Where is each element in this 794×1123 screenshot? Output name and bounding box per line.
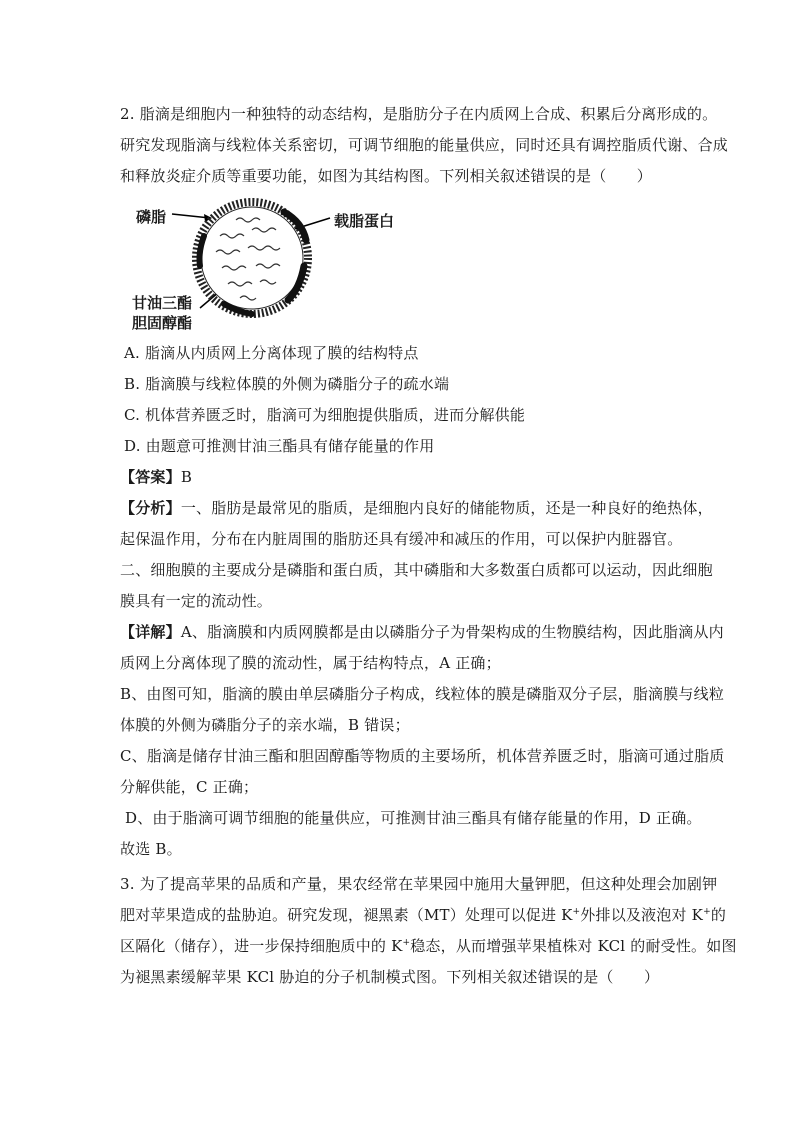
q3-line-2-c: 的	[710, 906, 727, 924]
q3-line-2-a: 肥对苹果造成的盐胁迫。研究发现，褪黑素（MT）处理可以促进 K	[120, 906, 573, 924]
q3-line-3-b: 稳态，从而增强苹果植株对 KCl 的耐受性。如图	[410, 937, 737, 955]
q2-stem-line-2: 研究发现脂滴与线粒体关系密切，可调节细胞的能量供应，同时还具有调控脂质代谢、合成	[120, 136, 729, 154]
k-plus-sup-2: +	[703, 907, 711, 917]
q2-analysis-line-3: 二、细胞膜的主要成分是磷脂和蛋白质，其中磷脂和大多数蛋白质都可以运动，因此细胞	[120, 561, 713, 579]
q2-detail-line-6: 分解供能，C 正确；	[120, 778, 259, 796]
q3-line-4: 为褪黑素缓解苹果 KCl 胁迫的分子机制模式图。下列相关叙述错误的是（ ）	[120, 968, 660, 986]
q2-option-c: C. 机体营养匮乏时，脂滴可为细胞提供脂质，进而分解供能	[124, 406, 526, 424]
q3-line-3	[120, 936, 737, 956]
q2-option-d: D. 由题意可推测甘油三酯具有储存能量的作用	[124, 437, 435, 455]
q2-stem-line-3: 和释放炎症介质等重要功能，如图为其结构图。下列相关叙述错误的是（ ）	[120, 167, 653, 185]
q2-detail-line-8: 故选 B。	[120, 840, 182, 858]
q3-line-1: 3. 为了提高苹果的品质和产量，果农经常在苹果园中施用大量钾肥，但这种处理会加剧钾	[120, 875, 718, 893]
q3-line-3-a: 区隔化（储存），进一步保持细胞质中的 K	[120, 937, 403, 955]
q2-answer	[120, 467, 192, 487]
q2-detail-line-4: 体膜的外侧为磷脂分子的亲水端，B 错误；	[120, 716, 410, 734]
q2-option-a: A. 脂滴从内质网上分离体现了膜的结构特点	[124, 344, 419, 362]
detail-text-1: A、脂滴膜和内质网膜都是由以磷脂分子为骨架构成的生物膜结构，因此脂滴从内	[180, 623, 724, 641]
q2-detail-line-2: 质网上分离体现了膜的流动性，属于结构特点，A 正确；	[120, 654, 501, 672]
q3-line-2	[120, 905, 726, 925]
answer-value: B	[180, 468, 193, 486]
q2-analysis-line-2: 起保温作用，分布在内脏周围的脂肪还具有缓冲和减压的作用，可以保护内脏器官。	[120, 530, 683, 548]
label-triglyceride: 甘油三酯	[132, 294, 193, 312]
q2-detail-line-1	[120, 622, 724, 642]
droplet-core	[201, 207, 303, 309]
analysis-tag: 【分析】	[120, 499, 181, 517]
answer-tag: 【答案】	[120, 468, 181, 486]
k-plus-sup-1: +	[572, 907, 581, 917]
q2-detail-line-5: C、脂滴是储存甘油三酯和胆固醇酯等物质的主要场所，机体营养匮乏时，脂滴可通过脂质	[120, 747, 725, 765]
lipid-droplet-diagram	[132, 196, 412, 332]
detail-tag: 【详解】	[120, 623, 181, 641]
q2-detail-line-7: D、由于脂滴可调节细胞的能量供应，可推测甘油三酯具有储存能量的作用，D 正确。	[120, 809, 702, 827]
q3-line-2-b: 外排以及液泡对 K	[580, 906, 704, 924]
q2-detail-line-3: B、由图可知，脂滴的膜由单层磷脂分子构成，线粒体的膜是磷脂双分子层，脂滴膜与线粒	[120, 685, 725, 703]
label-apolipoprotein: 载脂蛋白	[334, 212, 395, 230]
q2-stem-line-1: 2. 脂滴是细胞内一种独特的动态结构，是脂肪分子在内质网上合成、积累后分离形成的。	[120, 105, 718, 123]
analysis-text-1: 一、脂肪是最常见的脂质，是细胞内良好的储能物质，还是一种良好的绝热体，	[180, 499, 713, 517]
q2-analysis-line-4: 膜具有一定的流动性。	[120, 592, 273, 610]
q2-option-b: B. 脂滴膜与线粒体膜的外侧为磷脂分子的疏水端	[124, 375, 450, 393]
label-cholesterol-ester: 胆固醇酯	[132, 314, 193, 332]
k-plus-sup-3: +	[402, 938, 411, 948]
label-phospholipid: 磷脂	[136, 208, 167, 226]
lipid-droplet-figure	[132, 196, 412, 332]
q2-analysis-line-1	[120, 498, 713, 518]
